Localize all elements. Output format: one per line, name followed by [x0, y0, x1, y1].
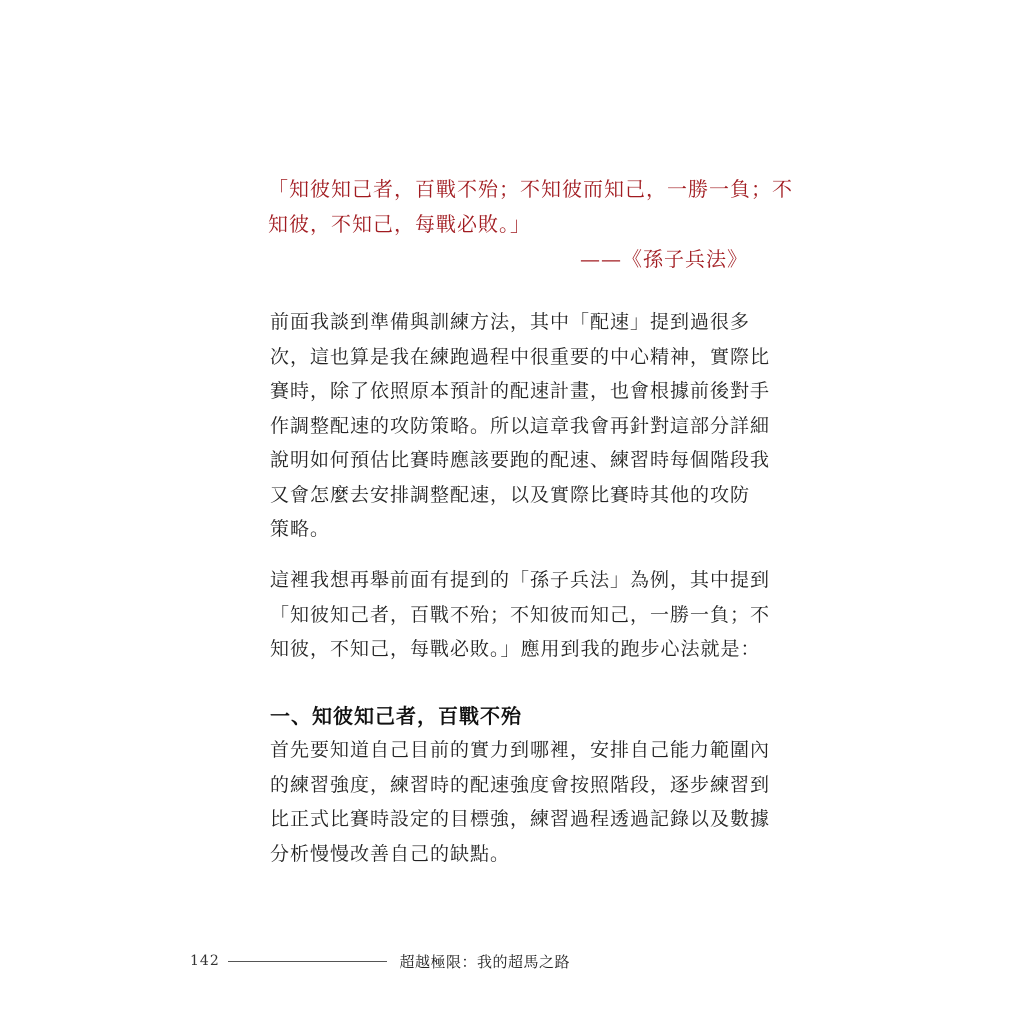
page-number: 142 — [190, 953, 220, 969]
epigraph-line: 知彼，不知己，每戰必敗。」 — [268, 212, 531, 236]
text-line: 說明如何預估比賽時應該要跑的配速、練習時每個階段我 — [270, 449, 771, 471]
epigraph — [268, 172, 793, 277]
page-footer — [190, 949, 570, 973]
text-line: 賽時，除了依照原本預計的配速計畫，也會根據前後對手 — [270, 380, 771, 402]
section-heading: 一、知彼知己者，百戰不殆 — [270, 704, 522, 728]
text-line: 比正式比賽時設定的目標強，練習過程透過記錄以及數據 — [270, 808, 771, 830]
paragraph-1 — [270, 305, 770, 547]
text-line: 作調整配速的攻防策略。所以這章我會再針對這部分詳細 — [270, 414, 771, 437]
footer-divider — [228, 961, 388, 962]
paragraph-3 — [270, 733, 770, 871]
paragraph-2 — [270, 563, 770, 667]
text-line: 「知彼知己者，百戰不殆；不知彼而知己，一勝一負；不 — [270, 603, 771, 626]
book-title: 超越極限：我的超馬之路 — [399, 952, 570, 971]
text-line: 這裡我想再舉前面有提到的「孫子兵法」為例，其中提到 — [270, 569, 771, 591]
epigraph-source: ——《孫子兵法》 — [580, 247, 748, 271]
text-line: 策略。 — [270, 518, 331, 540]
text-line: 次，這也算是我在練跑過程中很重要的中心精神，實際比 — [270, 345, 771, 368]
text-line: 又會怎麼去安排調整配速，以及實際比賽時其他的攻防 — [270, 483, 751, 506]
text-line: 前面我談到準備與訓練方法，其中「配速」提到過很多 — [270, 311, 751, 333]
epigraph-line: 「知彼知己者，百戰不殆；不知彼而知己，一勝一負；不 — [268, 177, 793, 201]
text-line: 的練習強度，練習時的配速強度會按照階段，逐步練習到 — [270, 773, 771, 796]
text-line: 首先要知道自己目前的實力到哪裡，安排自己能力範圍內 — [270, 739, 771, 761]
text-line: 知彼，不知己，每戰必敗。」應用到我的跑步心法就是： — [270, 638, 761, 660]
text-line: 分析慢慢改善自己的缺點。 — [270, 842, 511, 865]
